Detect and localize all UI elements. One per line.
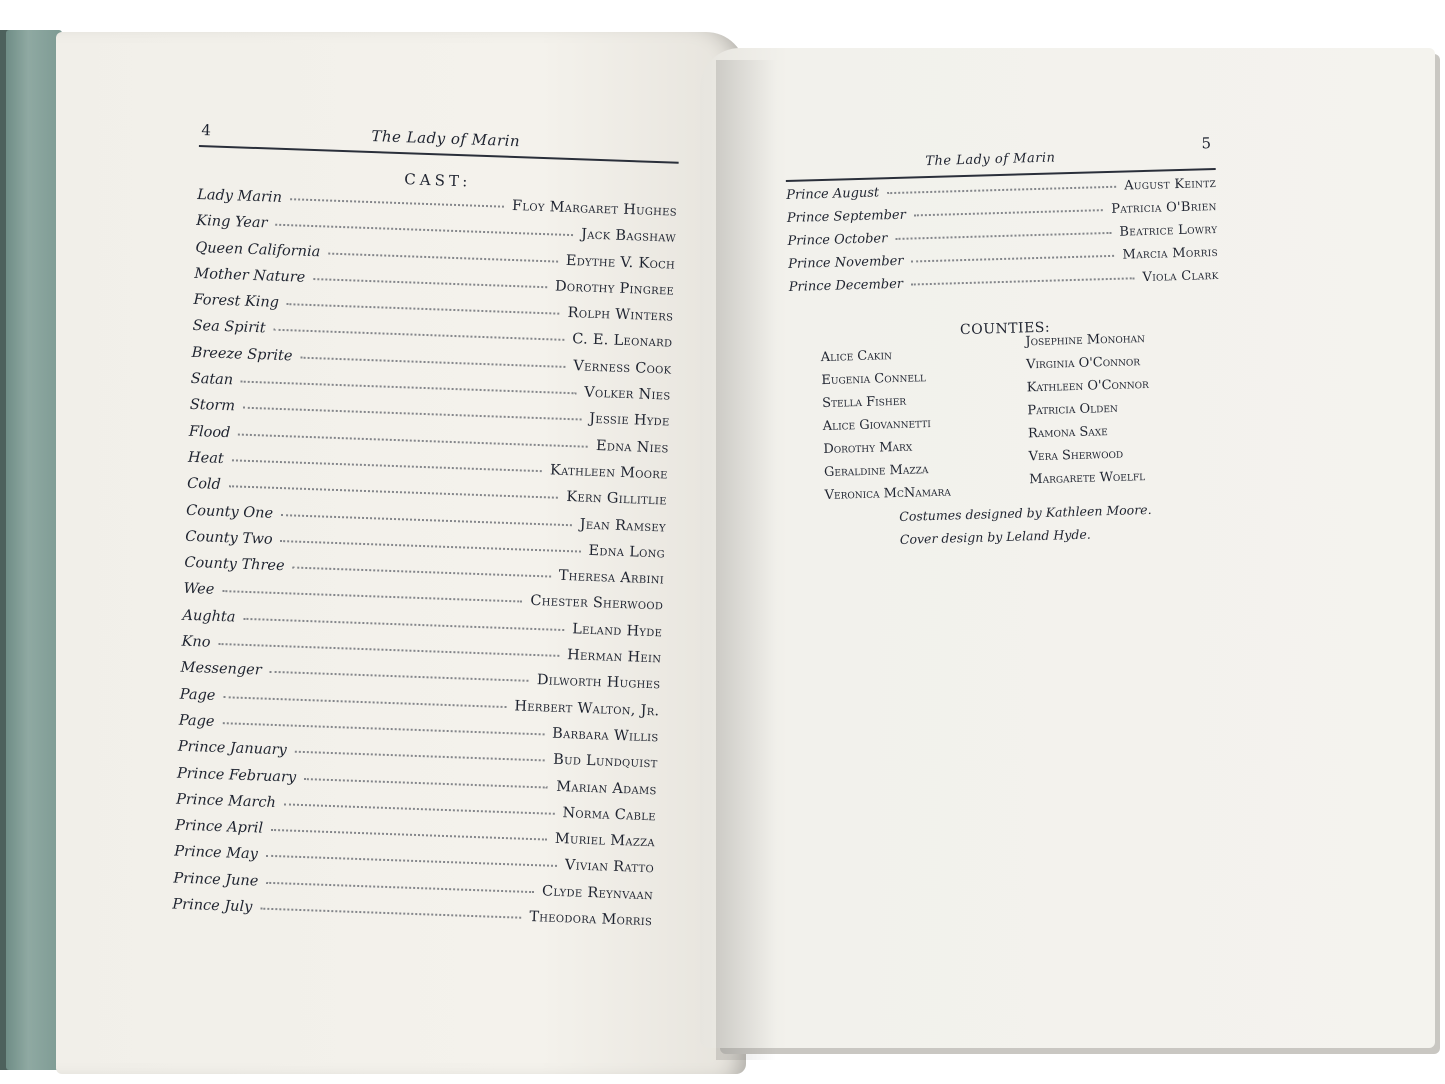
role-name: Kno (181, 633, 211, 651)
county-member: Stella Fisher (821, 393, 907, 412)
county-member: Eugenia Connell (821, 370, 927, 389)
actor-name: Marcia Morris (1122, 244, 1219, 263)
actor-name: Leland Hyde (571, 621, 663, 641)
dot-leader (895, 231, 1111, 240)
actor-name: C. E. Leonard (571, 331, 673, 352)
role-name: Heat (187, 449, 224, 468)
county-member: Alice Giovannetti (822, 416, 932, 435)
role-name: Prince July (172, 896, 253, 916)
role-name: Prince September (786, 207, 907, 226)
dot-leader (266, 854, 557, 867)
role-name: Prince March (175, 791, 277, 811)
dot-leader (281, 539, 581, 552)
role-name: County One (185, 502, 274, 522)
actor-name: Viola Clark (1142, 267, 1219, 286)
role-name: County Three (184, 554, 285, 575)
dot-leader (241, 380, 576, 395)
running-title: The Lady of Marin (925, 150, 1056, 170)
page-number: 5 (1201, 134, 1212, 153)
dot-leader (290, 197, 504, 207)
role-name: Wee (183, 581, 215, 599)
actor-name: Volker Nies (583, 384, 671, 404)
actor-name: Patricia O'Brien (1111, 198, 1217, 217)
actor-name: Theresa Arbini (558, 567, 665, 588)
actor-name: Edythe V. Koch (565, 252, 676, 273)
actor-name: Edna Long (588, 542, 666, 562)
counties-column-right (1025, 331, 1214, 501)
actor-name: Kern Gillitlie (566, 489, 668, 509)
county-member: Margarete Woelfl (1029, 469, 1146, 488)
county-member: Dorothy Marx (823, 439, 913, 458)
role-name: Prince November (787, 253, 904, 272)
actor-name: Chester Sherwood (530, 593, 664, 614)
role-name: Cold (186, 476, 222, 494)
role-name: Aughta (182, 607, 236, 626)
role-name: Page (179, 686, 216, 704)
role-name: Mother Nature (194, 265, 306, 286)
county-member: Virginia O'Connor (1025, 354, 1141, 373)
actor-name: Jessie Hyde (588, 411, 670, 430)
dot-leader (270, 670, 529, 682)
actor-name: Floy Margaret Hughes (511, 197, 678, 220)
actor-name: August Keintz (1124, 175, 1217, 194)
actor-name: Herman Hein (566, 647, 662, 667)
book-gutter-shadow (716, 60, 776, 1060)
role-name: Prince December (788, 276, 904, 295)
dot-leader (313, 277, 547, 288)
dot-leader (292, 566, 550, 578)
role-name: County Two (184, 528, 273, 548)
role-name: Prince January (177, 738, 288, 759)
role-name: King Year (196, 213, 268, 232)
counties-list (791, 331, 1225, 508)
dot-leader (887, 185, 1116, 194)
actor-name: Verness Cook (573, 357, 672, 378)
role-name: Storm (189, 397, 236, 415)
cast-heading: CAST: (404, 170, 472, 191)
dot-leader (304, 777, 548, 789)
dot-leader (271, 828, 547, 841)
dot-leader (218, 642, 559, 657)
county-member: Alice Cakin (820, 348, 893, 366)
dot-leader (275, 223, 573, 236)
actor-name: Vivian Ratto (564, 857, 655, 877)
actor-name: Jean Ramsey (579, 516, 667, 536)
role-name: Breeze Sprite (191, 344, 293, 365)
left-page (172, 115, 680, 940)
county-member: Josephine Monohan (1025, 331, 1146, 350)
counties-heading: COUNTIES: (959, 319, 1051, 339)
actor-name: Marian Adams (555, 778, 658, 798)
dot-leader (243, 406, 581, 421)
county-member: Patricia Olden (1027, 400, 1119, 419)
dot-leader (222, 721, 544, 735)
role-name: Page (178, 712, 215, 730)
actor-name: Norma Cable (562, 804, 657, 825)
role-name: Prince April (174, 817, 264, 837)
actor-name: Dorothy Pingree (554, 278, 675, 299)
actor-name: Kathleen Moore (549, 462, 669, 483)
dot-leader (266, 881, 534, 893)
dot-leader (243, 617, 564, 631)
county-member: Veronica McNamara (824, 484, 951, 504)
dot-leader (300, 355, 565, 367)
role-name: Sea Spirit (192, 318, 266, 337)
role-name: Forest King (193, 292, 280, 312)
counties-column-left (820, 341, 1009, 507)
actor-name: Jack Bagshaw (580, 226, 677, 246)
actor-name: Theodora Morris (529, 909, 653, 930)
dot-leader (911, 276, 1135, 285)
dot-leader (912, 254, 1115, 263)
right-page (785, 134, 1226, 554)
role-name: Prince August (786, 185, 880, 203)
county-member: Ramona Saxe (1027, 424, 1108, 442)
dot-leader (914, 208, 1103, 216)
page-number: 4 (201, 121, 212, 140)
actor-name: Bud Lundquist (552, 751, 658, 772)
dot-leader (232, 458, 542, 472)
county-member: Vera Sherwood (1028, 446, 1124, 465)
role-name: Satan (190, 370, 234, 389)
credit-line: Cover design by Leland Hyde. (899, 526, 1091, 547)
actor-name: Muriel Mazza (554, 830, 656, 851)
actor-name: Edna Nies (595, 437, 669, 457)
actor-name: Dilworth Hughes (536, 672, 661, 693)
dot-leader (287, 302, 560, 315)
dot-leader (328, 251, 558, 262)
book-spine (6, 30, 62, 1070)
role-name: Queen California (195, 239, 321, 260)
dot-leader (281, 513, 572, 526)
role-name: Lady Marin (196, 186, 283, 206)
running-title: The Lady of Marin (371, 126, 521, 151)
role-name: Prince October (787, 231, 888, 249)
county-member: Geraldine Mazza (823, 462, 929, 481)
cast-list-continued (786, 176, 1219, 303)
role-name: Messenger (180, 660, 262, 679)
credit-line: Costumes designed by Kathleen Moore. (899, 501, 1152, 524)
role-name: Prince February (176, 765, 297, 786)
actor-name: Barbara Willis (551, 725, 659, 746)
role-name: Prince June (173, 870, 259, 890)
county-member: Kathleen O'Connor (1026, 376, 1150, 396)
dot-leader (295, 750, 546, 762)
dot-leader (223, 695, 506, 708)
actor-name: Rolph Winters (567, 305, 674, 325)
role-name: Flood (188, 423, 231, 441)
actor-name: Beatrice Lowry (1119, 221, 1218, 240)
cast-list (172, 187, 677, 940)
role-name: Prince May (173, 843, 259, 863)
dot-leader (260, 907, 521, 919)
dot-leader (222, 590, 522, 603)
dot-leader (274, 328, 565, 341)
dot-leader (229, 484, 559, 499)
actor-name: Clyde Reynvaan (541, 883, 654, 904)
dot-leader (284, 802, 555, 814)
actor-name: Herbert Walton, Jr. (514, 697, 660, 720)
